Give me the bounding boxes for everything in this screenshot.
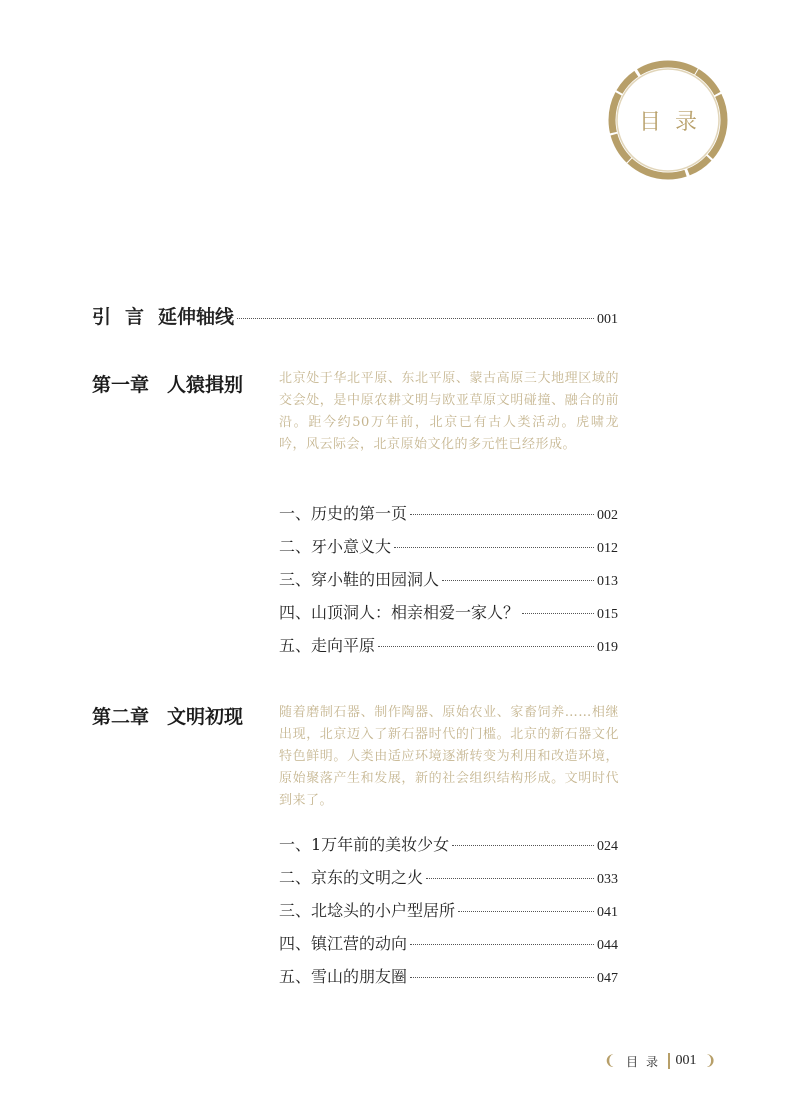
contents-seal — [606, 58, 730, 182]
footer-ornament-right-icon: ❩ — [704, 1053, 717, 1069]
entry-page-number: 044 — [597, 938, 618, 953]
footer-ornament-left-icon: ❨ — [604, 1053, 616, 1069]
dot-leader — [410, 944, 594, 945]
dot-leader — [410, 977, 594, 978]
entry-page-number: 012 — [597, 541, 618, 556]
entry-title: 三、穿小鞋的田园洞人 — [279, 570, 440, 589]
dot-leader — [426, 878, 594, 879]
toc-entry[interactable] — [279, 964, 618, 987]
chapter-2-title: 文明初现 — [167, 706, 244, 728]
chapter-1-title: 人猿揖别 — [167, 374, 244, 396]
entry-title: 一、1万年前的美妆少女 — [279, 835, 450, 854]
chapter-1-heading[interactable] — [92, 370, 243, 397]
chapter-1-summary: 北京处于华北平原、东北平原、蒙古高原三大地理区域的交会处，是中原农耕文明与欧亚草原文明碰撞、融合的前沿。距今约50万年前，北京已有古人类活动。虎啸龙吟，风云际会，北京原始文化的多元性已经形成。 — [279, 371, 619, 452]
entry-page-number: 047 — [597, 971, 618, 986]
entry-page-number: 041 — [597, 905, 618, 920]
footer-page-number: 001 — [675, 1053, 697, 1068]
footer-section-title: 目录 — [626, 1054, 667, 1069]
entry-page-number: 013 — [597, 574, 618, 589]
chapter-2-heading[interactable] — [92, 702, 243, 729]
dot-leader — [442, 580, 594, 581]
entry-page-number: 033 — [597, 872, 618, 887]
dot-leader — [378, 646, 594, 647]
toc-entry[interactable] — [279, 931, 618, 954]
seal-title: 目录 — [638, 109, 711, 135]
entry-page-number: 024 — [597, 839, 618, 854]
intro-label: 引言 — [92, 306, 159, 328]
dot-leader — [458, 911, 594, 912]
dot-leader — [394, 547, 594, 548]
entry-title: 一、历史的第一页 — [279, 504, 408, 523]
entry-title: 四、山顶洞人：相亲相爱一家人？ — [279, 603, 520, 622]
entry-title: 二、牙小意义大 — [279, 537, 392, 556]
entry-title: 三、北埝头的小户型居所 — [279, 901, 456, 920]
chapter-1-label: 第一章 — [92, 374, 150, 396]
toc-entry[interactable] — [279, 633, 618, 656]
entry-title: 五、雪山的朋友圈 — [279, 967, 408, 986]
entry-page-number: 019 — [597, 640, 618, 655]
entry-title: 二、京东的文明之火 — [279, 868, 424, 887]
dot-leader — [237, 318, 594, 319]
dot-leader — [522, 613, 594, 614]
entry-page-number: 015 — [597, 607, 618, 622]
intro-title: 延伸轴线 — [158, 306, 235, 328]
toc-entry[interactable] — [279, 865, 618, 888]
toc-entry[interactable] — [279, 898, 618, 921]
page-footer — [604, 1050, 734, 1072]
toc-entry[interactable] — [279, 534, 618, 557]
chapter-2-label: 第二章 — [92, 706, 150, 728]
entry-title: 五、走向平原 — [279, 636, 376, 655]
toc-entry[interactable] — [279, 567, 618, 590]
chapter-2-summary: 随着磨制石器、制作陶器、原始农业、家畜饲养……相继出现，北京迈入了新石器时代的门槛。北京的新石器文化特色鲜明。人类由适应环境逐渐转变为利用和改造环境，原始聚落产生和发展，新的社会组织结构形成。文明时代到来了。 — [279, 705, 619, 808]
toc-entry[interactable] — [279, 600, 618, 623]
entry-title: 四、镇江营的动向 — [279, 934, 408, 953]
toc-intro-row[interactable] — [92, 302, 618, 329]
toc-entry[interactable] — [279, 501, 618, 524]
footer-divider — [668, 1053, 670, 1069]
entry-page-number: 002 — [597, 508, 618, 523]
dot-leader — [452, 845, 594, 846]
toc-entry[interactable] — [279, 832, 618, 855]
intro-page-number: 001 — [597, 312, 618, 327]
dot-leader — [410, 514, 594, 515]
